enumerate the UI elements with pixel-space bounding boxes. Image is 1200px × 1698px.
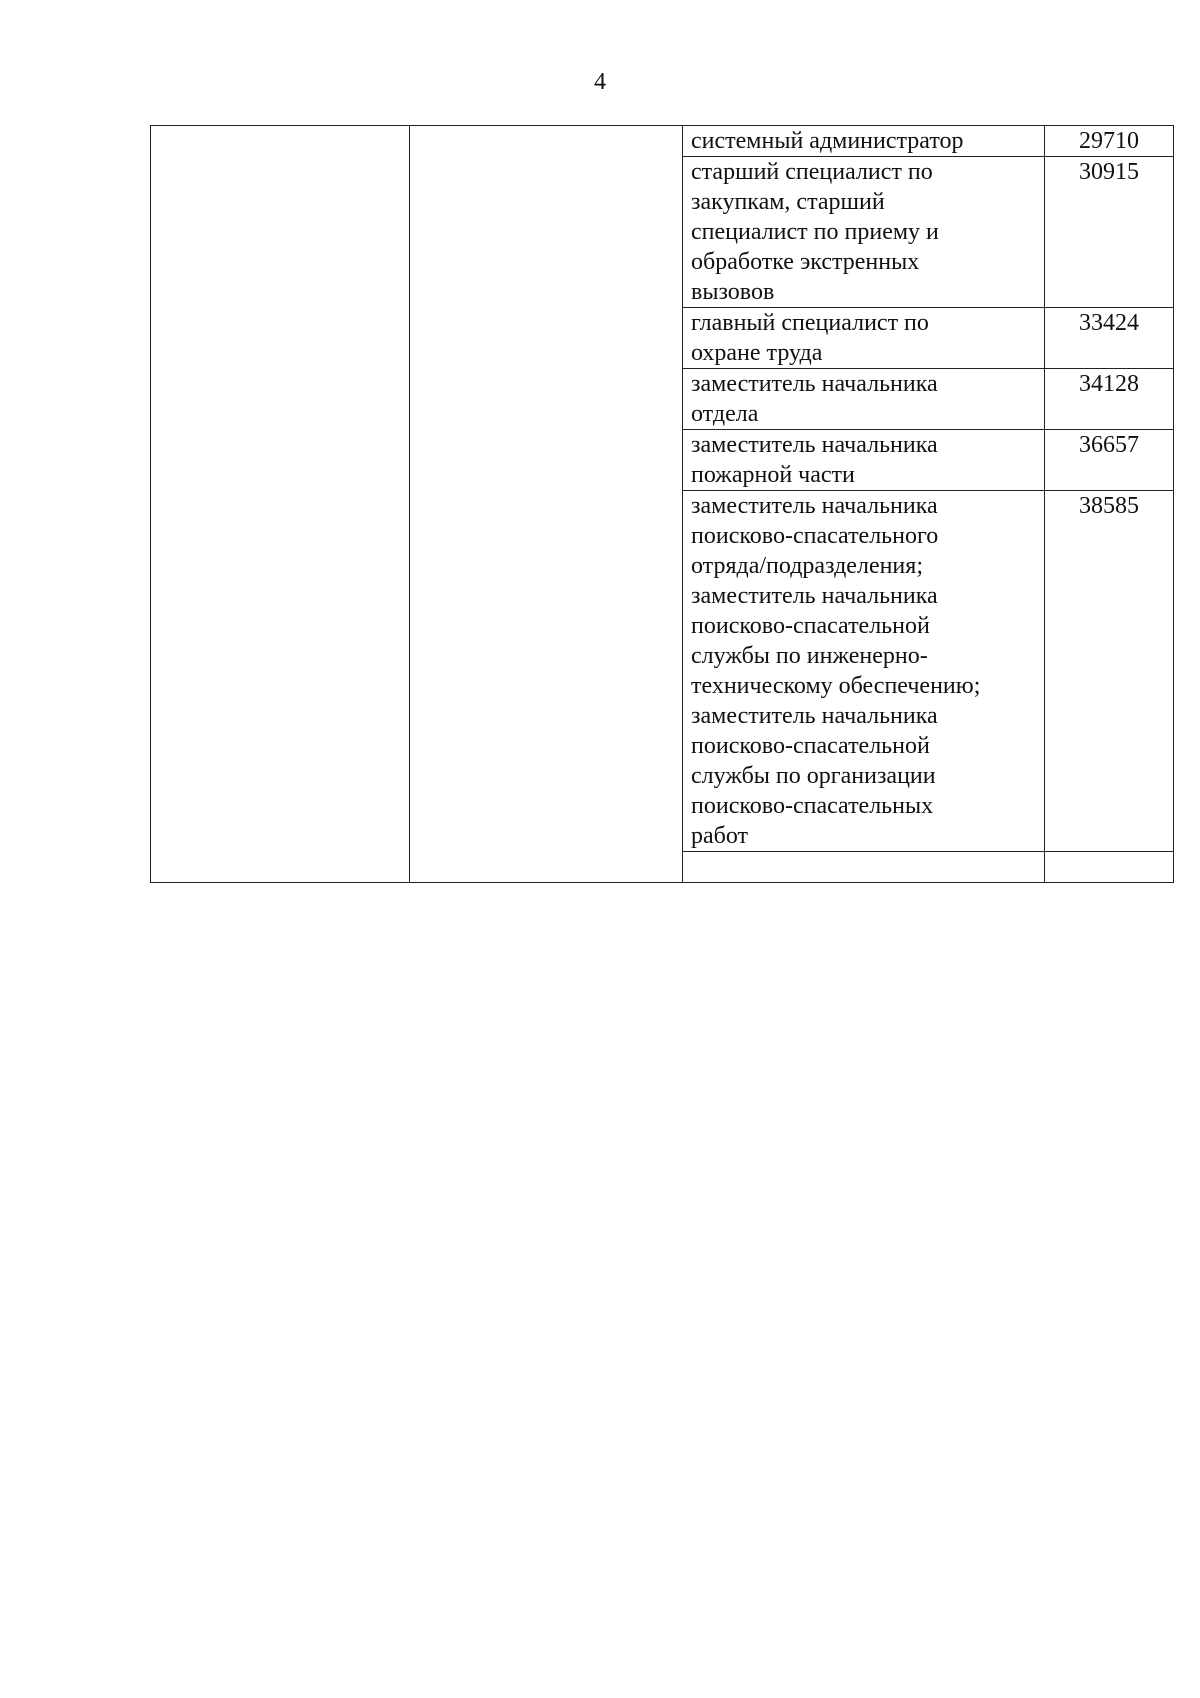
position-text: заместитель начальника поисково-спасательного отряда/подразделения; заместитель начальника поисково-спасательной службы по инженерно- техническому обеспечению; заместитель начальника поисково-спасательной службы по организации поисково-спасательных работ	[691, 493, 981, 849]
amount-cell: 33424	[1045, 308, 1174, 369]
empty-amount-cell	[1045, 852, 1174, 883]
amount-cell: 30915	[1045, 157, 1174, 308]
position-text: системный администратор	[691, 128, 964, 154]
position-text: главный специалист по охране труда	[691, 310, 929, 366]
position-cell	[683, 126, 1045, 157]
position-cell	[683, 157, 1045, 308]
amount-cell: 29710	[1045, 126, 1174, 157]
position-text: заместитель начальника отдела	[691, 371, 938, 427]
amount-cell: 36657	[1045, 430, 1174, 491]
empty-position-cell	[683, 852, 1045, 883]
position-text: старший специалист по закупкам, старший специалист по приему и обработке экстренных вызовов	[691, 159, 939, 305]
position-cell	[683, 308, 1045, 369]
position-text: заместитель начальника пожарной части	[691, 432, 938, 488]
position-cell	[683, 369, 1045, 430]
amount-cell: 34128	[1045, 369, 1174, 430]
merged-cell-column-1	[151, 126, 410, 883]
salary-table	[150, 125, 1174, 883]
amount-cell: 38585	[1045, 491, 1174, 852]
position-cell	[683, 491, 1045, 852]
position-cell	[683, 430, 1045, 491]
page-number: 4	[594, 69, 606, 95]
table-row	[151, 126, 1174, 157]
merged-cell-column-2	[410, 126, 683, 883]
